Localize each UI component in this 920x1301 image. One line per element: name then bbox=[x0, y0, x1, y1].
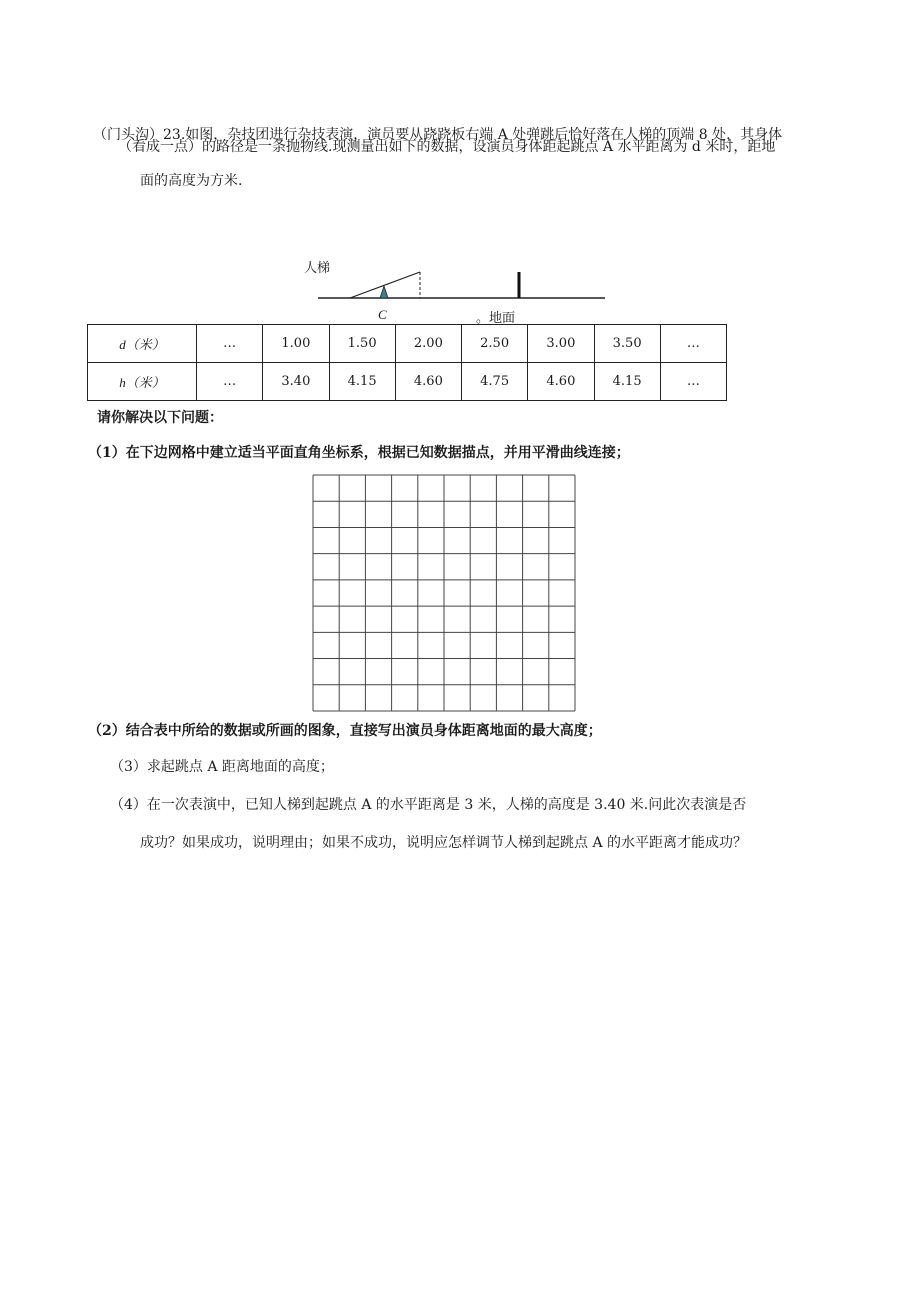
question-1: （1）在下边网格中建立适当平面直角坐标系，根据已知数据描点，并用平滑曲线连接； bbox=[88, 445, 630, 461]
fulcrum-c bbox=[380, 286, 388, 298]
grid-svg bbox=[312, 474, 576, 712]
table-cell: 1.50 bbox=[329, 325, 395, 363]
seesaw-diagram-svg bbox=[300, 255, 620, 330]
row-header-h: h（米） bbox=[88, 363, 197, 401]
question-4-line-2: 成功？如果成功，说明理由；如果不成功，说明应怎样调节人梯到起跳点 A 的水平距离才能成功？ bbox=[140, 835, 748, 851]
row-header-d: d（米） bbox=[88, 325, 197, 363]
ladder-label: 人梯 bbox=[304, 261, 331, 276]
table-cell: 2.50 bbox=[462, 325, 528, 363]
table-cell: 4.60 bbox=[528, 363, 594, 401]
table-cell: 4.15 bbox=[594, 363, 660, 401]
table-cell: 3.00 bbox=[528, 325, 594, 363]
table-cell: 4.60 bbox=[395, 363, 461, 401]
seesaw-diagram bbox=[300, 255, 620, 330]
table-cell: … bbox=[660, 325, 726, 363]
ground-label: 。地面 bbox=[476, 311, 516, 326]
data-table bbox=[87, 324, 727, 401]
instructions-heading: 请你解决以下问题： bbox=[97, 410, 223, 426]
table-cell: 1.00 bbox=[263, 325, 329, 363]
coordinate-grid[interactable] bbox=[312, 474, 576, 712]
table-row-d bbox=[88, 325, 727, 363]
question-2: （2）结合表中所给的数据或所画的图象，直接写出演员身体距离地面的最大高度； bbox=[88, 723, 602, 739]
problem-line-1: （门头沟）23.如图，杂技团进行杂技表演，演员要从跷跷板右端 A 处弹跳后恰好落在人梯的顶端 8 处，其身体 bbox=[93, 127, 783, 143]
table-cell: … bbox=[197, 363, 263, 401]
problem-line-2: （看成一点）的路径是一条抛物线.现测量出如下的数据，设演员身体距起跳点 A 水平距离为 d 米时，距地 bbox=[118, 139, 776, 155]
question-3: （3）求起跳点 A 距离地面的高度； bbox=[110, 759, 334, 775]
table-cell: … bbox=[197, 325, 263, 363]
table-cell: 4.75 bbox=[462, 363, 528, 401]
table-cell: 2.00 bbox=[395, 325, 461, 363]
table-row-h bbox=[88, 363, 727, 401]
question-4-line-1: （4）在一次表演中，已知人梯到起跳点 A 的水平距离是 3 米，人梯的高度是 3.40 米.问此次表演是否 bbox=[110, 797, 747, 813]
point-c-label: C bbox=[378, 307, 387, 322]
table-cell: 3.40 bbox=[263, 363, 329, 401]
table-cell: 3.50 bbox=[594, 325, 660, 363]
table-cell: … bbox=[660, 363, 726, 401]
problem-line-3: 面的高度为方米. bbox=[140, 173, 243, 189]
table-cell: 4.15 bbox=[329, 363, 395, 401]
